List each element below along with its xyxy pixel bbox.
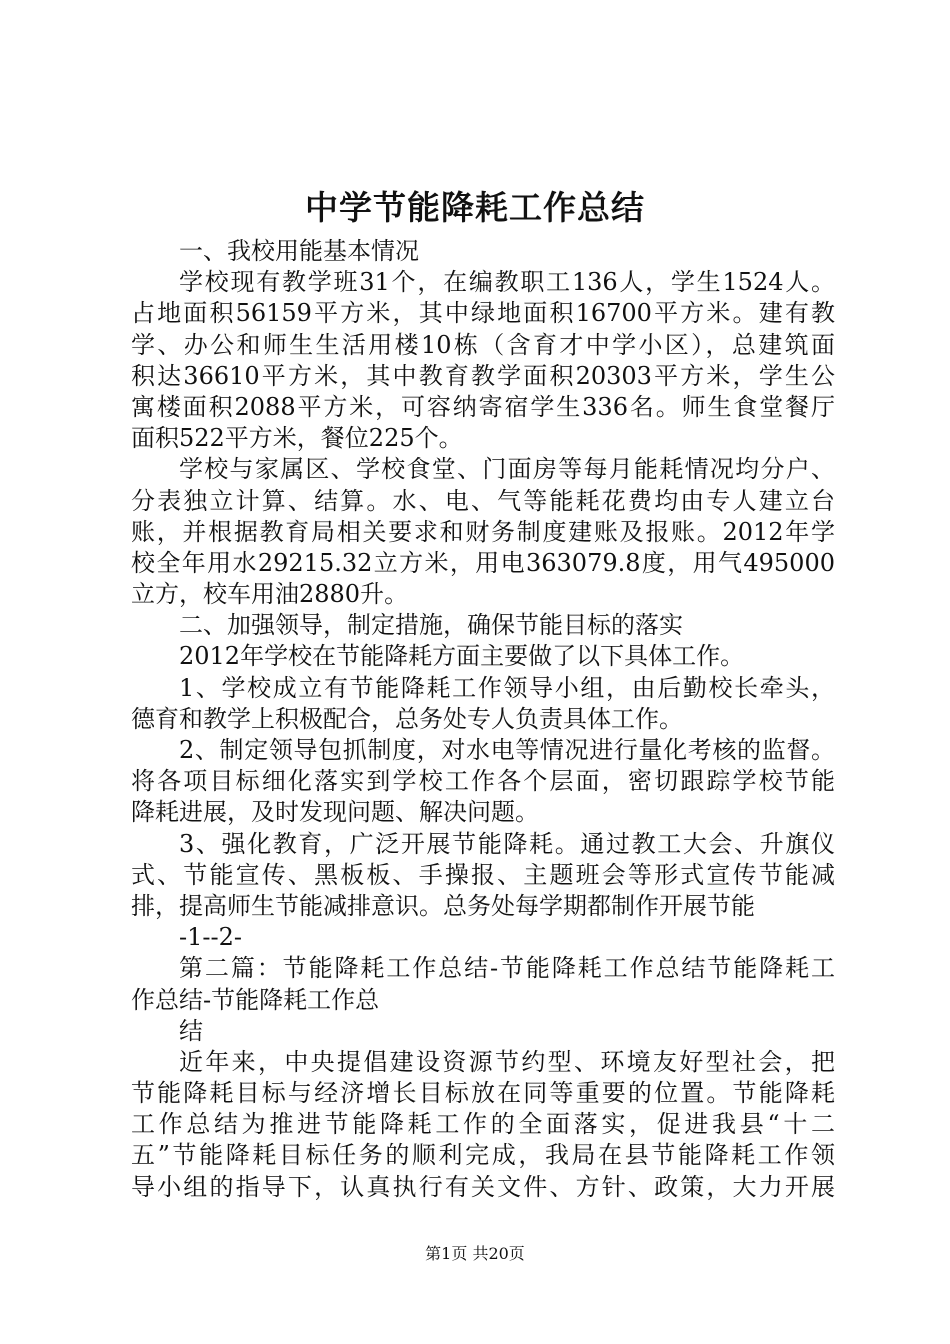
paragraph-line: 学校现有教学班31个，在编教职工136人，学生1524人。 (179, 268, 835, 297)
paragraph-line: 将各项目标细化落实到学校工作各个层面，密切跟踪学校节能 (131, 767, 835, 796)
paragraph-line: 学校与家属区、学校食堂、门面房等每月能耗情况均分户、 (179, 455, 835, 484)
paragraph-line: 立方，校车用油2880升。 (131, 580, 409, 609)
paragraph-line: 第二篇：节能降耗工作总结-节能降耗工作总结节能降耗工 (179, 954, 835, 983)
paragraph-line: 2012年学校在节能降耗方面主要做了以下具体工作。 (179, 642, 745, 671)
paragraph-line: 结 (179, 1016, 203, 1045)
paragraph-line: 五”节能降耗目标任务的顺利完成，我局在县节能降耗工作领 (131, 1141, 835, 1170)
paragraph-line: 工作总结为推进节能降耗工作的全面落实，促进我县“十二 (131, 1110, 835, 1139)
paragraph-line: 账，并根据教育局相关要求和财务制度建账及报账。2012年学 (131, 517, 835, 546)
paragraph-line: 排，提高师生节能减排意识。总务处每学期都制作开展节能 (131, 891, 755, 920)
paragraph-line: 式、节能宣传、黑板板、手操报、主题班会等形式宣传节能减 (131, 860, 835, 889)
document-title: 中学节能降耗工作总结 (305, 188, 645, 227)
paragraph-line: 导小组的指导下，认真执行有关文件、方针、政策，大力开展 (131, 1172, 835, 1201)
paragraph-line: 1、学校成立有节能降耗工作领导小组，由后勤校长牵头， (179, 673, 835, 702)
paragraph-line: 学、办公和师生生活用楼10栋（含育才中学小区），总建筑面 (131, 330, 835, 359)
document-body (131, 236, 835, 1203)
page-footer: 第1页 共20页 (425, 1244, 525, 1263)
paragraph-line: 德育和教学上积极配合，总务处专人负责具体工作。 (131, 704, 683, 733)
paragraph-line: 分表独立计算、结算。水、电、气等能耗花费均由专人建立台 (131, 486, 835, 515)
paragraph-line: 积达36610平方米，其中教育教学面积20303平方米，学生公 (131, 361, 835, 390)
paragraph-line: 面积522平方米，餐位225个。 (131, 424, 463, 453)
paragraph-line: 3、强化教育，广泛开展节能降耗。通过教工大会、升旗仪 (179, 829, 835, 858)
paragraph-line: 2、制定领导包抓制度，对水电等情况进行量化考核的监督。 (179, 736, 835, 764)
paragraph-line: 占地面积56159平方米，其中绿地面积16700平方米。建有教 (131, 299, 835, 328)
page-marker: -1--2- (179, 923, 242, 952)
paragraph-line: 降耗进展，及时发现问题、解决问题。 (131, 798, 539, 827)
paragraph-line: 节能降耗目标与经济增长目标放在同等重要的位置。节能降耗 (131, 1079, 835, 1108)
paragraph-line: 作总结-节能降耗工作总 (131, 985, 380, 1014)
section-heading: 二、加强领导，制定措施，确保节能目标的落实 (179, 611, 683, 640)
paragraph-line: 寓楼面积2088平方米，可容纳寄宿学生336名。师生食堂餐厅 (131, 392, 835, 421)
section-heading: 一、我校用能基本情况 (179, 237, 419, 265)
paragraph-line: 校全年用水29215.32立方米，用电363079.8度，用气495000 (131, 548, 835, 577)
paragraph-line: 近年来，中央提倡建设资源节约型、环境友好型社会，把 (179, 1047, 835, 1076)
